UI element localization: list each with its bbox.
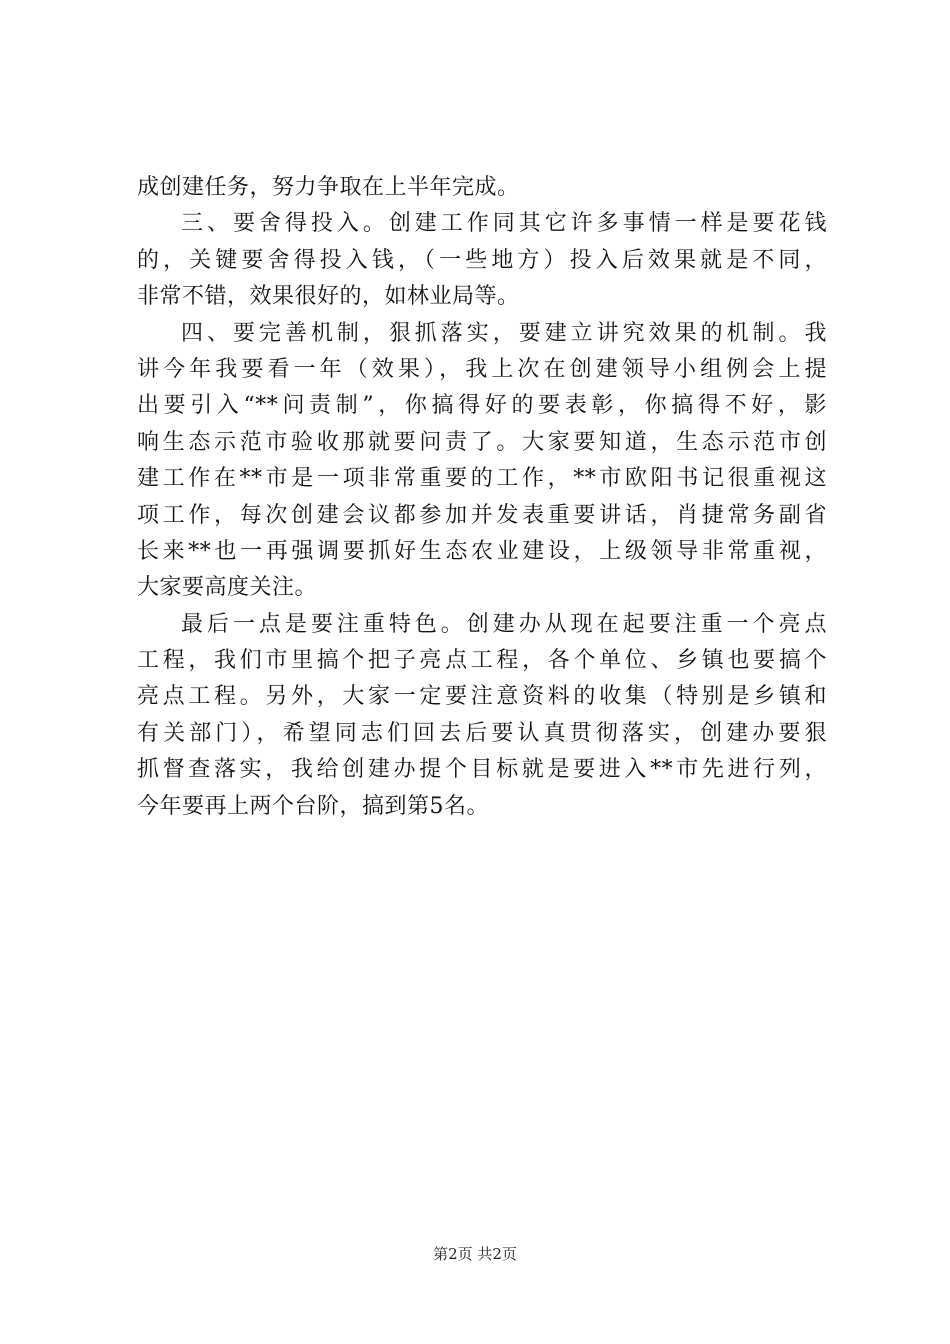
text-line: 亮点工程。另外，大家一定要注意资料的收集（特别是乡镇和	[137, 684, 827, 710]
text-line: 今年要再上两个台阶，搞到第5名。	[137, 793, 489, 819]
text-line: 抓督查落实，我给创建办提个目标就是要进入**市先进行列，	[137, 757, 827, 783]
text-line: 非常不错，效果很好的，如林业局等。	[137, 284, 520, 310]
text-line: 工程，我们市里搞个把子亮点工程，各个单位、乡镇也要搞个	[137, 648, 827, 674]
text-line: 讲今年我要看一年（效果），我上次在创建领导小组例会上提	[137, 356, 827, 382]
text-line: 有关部门），希望同志们回去后要认真贯彻落实，创建办要狠	[137, 720, 827, 746]
text-line: 大家要高度关注。	[137, 575, 318, 601]
text-line: 三、要舍得投入。创建工作同其它许多事情一样是要花钱	[181, 211, 827, 237]
text-line: 四、要完善机制，狠抓落实，要建立讲究效果的机制。我	[181, 320, 827, 346]
text-line: 项工作，每次创建会议都参加并发表重要讲话，肖捷常务副省	[137, 502, 827, 528]
document-body	[137, 170, 827, 825]
text-line: 最后一点是要注重特色。创建办从现在起要注重一个亮点	[181, 611, 827, 637]
text-line: 建工作在**市是一项非常重要的工作，**市欧阳书记很重视这	[137, 466, 827, 492]
text-line: 长来**也一再强调要抓好生态农业建设，上级领导非常重视，	[137, 538, 827, 564]
text-line: 出要引入“**问责制”，你搞得好的要表彰，你搞得不好，影	[137, 393, 827, 419]
page-number-footer: 第2页 共2页	[433, 1245, 517, 1263]
text-line: 响生态示范市验收那就要问责了。大家要知道，生态示范市创	[137, 429, 827, 455]
text-line: 的，关键要舍得投入钱，（一些地方）投入后效果就是不同，	[137, 247, 827, 273]
text-line: 成创建任务，努力争取在上半年完成。	[137, 175, 520, 200]
